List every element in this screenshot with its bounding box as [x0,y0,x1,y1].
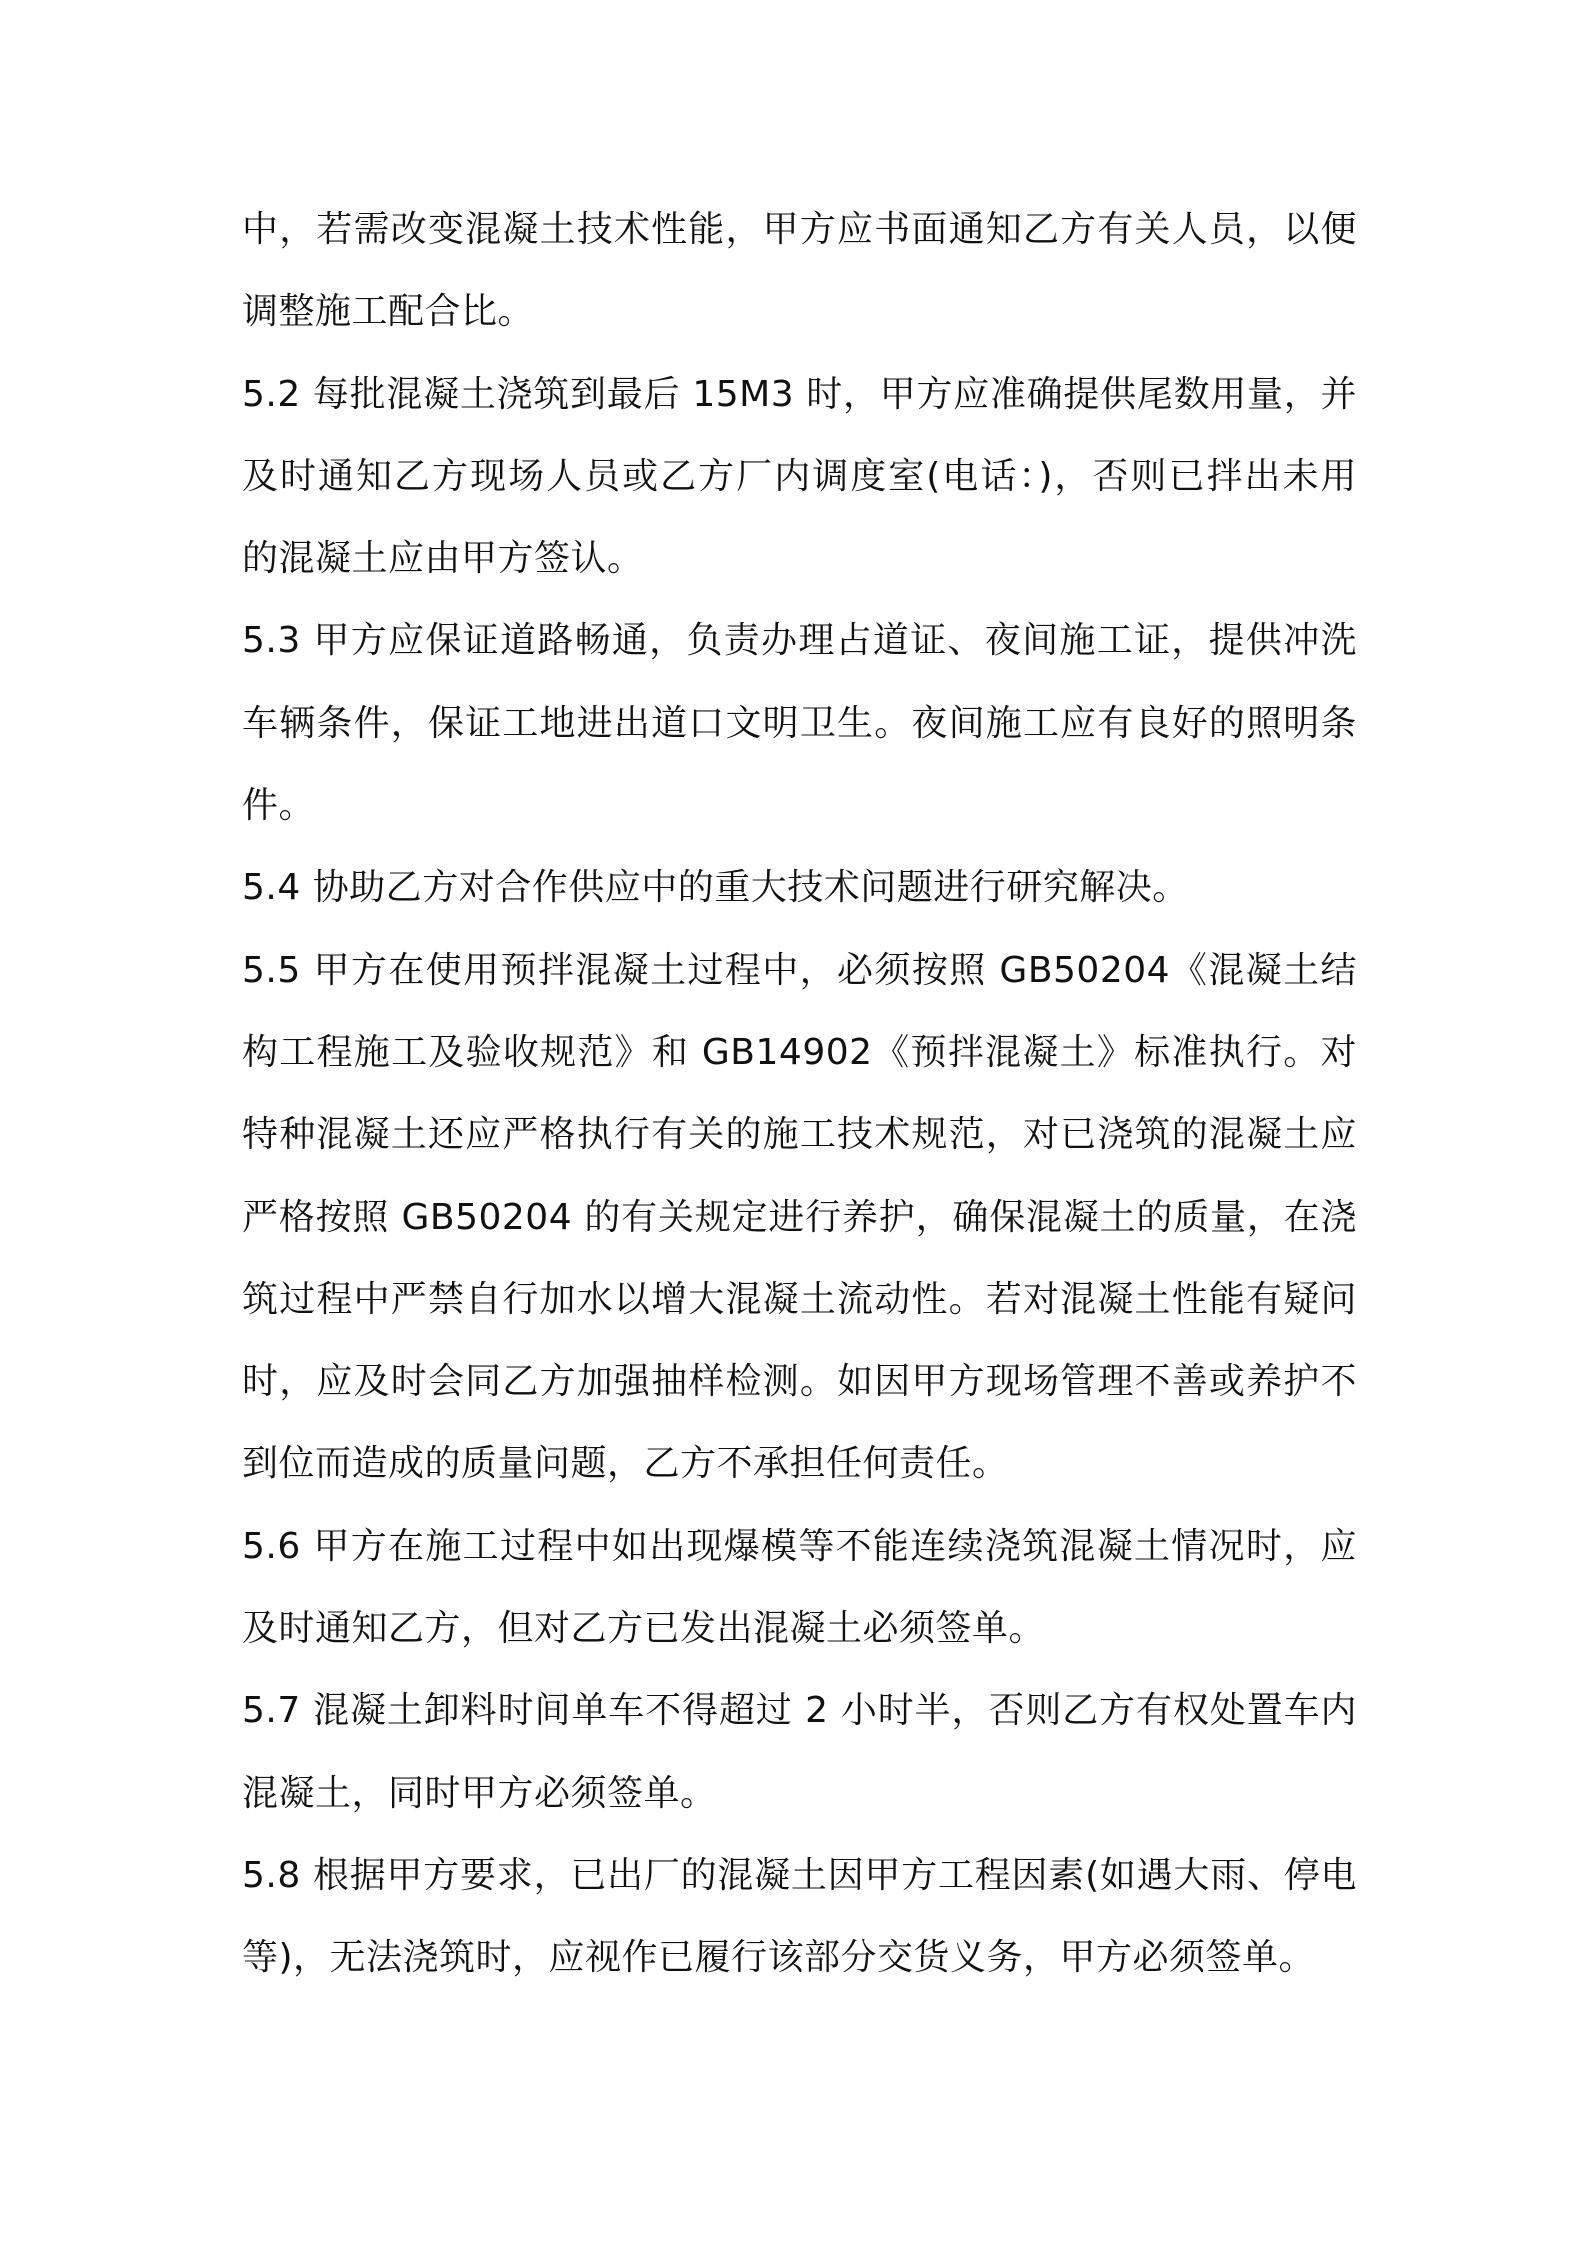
text-line: 5.6 甲方在施工过程中如出现爆模等不能连续浇筑混凝土情况时，应 [242,1525,1357,1567]
text-line: 中，若需改变混凝土技术性能，甲方应书面通知乙方有关人员，以便 [242,209,1357,250]
text-line: 5.7 混凝土卸料时间单车不得超过 2 小时半，否则乙方有权处置车内 [242,1690,1357,1732]
text-line: 5.8 根据甲方要求，已出厂的混凝土因甲方工程因素(如遇大雨、停电 [242,1854,1357,1896]
text-line: 的混凝土应由甲方签认。 [242,538,644,580]
text-line: 及时通知乙方现场人员或乙方厂内调度室(电话：)，否则已拌出未用 [242,455,1357,497]
text-line: 件。 [242,785,316,827]
text-line: 严格按照 GB50204 的有关规定进行养护，确保混凝土的质量，在浇 [242,1196,1357,1238]
text-line: 5.5 甲方在使用预拌混凝土过程中，必须按照 GB50204《混凝土结 [242,949,1357,991]
text-line: 筑过程中严禁自行加水以增大混凝土流动性。若对混凝土性能有疑问 [242,1278,1357,1320]
text-line: 5.2 每批混凝土浇筑到最后 15M3 时，甲方应准确提供尾数用量，并 [242,373,1357,415]
text-line: 时，应及时会同乙方加强抽样检测。如因甲方现场管理不善或养护不 [242,1361,1357,1403]
text-line: 5.4 协助乙方对合作供应中的重大技术问题进行研究解决。 [242,867,1189,909]
text-line: 混凝土，同时甲方必须签单。 [242,1772,717,1814]
text-line: 5.3 甲方应保证道路畅通，负责办理占道证、夜间施工证，提供冲洗 [242,620,1357,662]
text-line: 到位而造成的质量问题，乙方不承担任何责任。 [242,1443,1009,1485]
text-line: 调整施工配合比。 [242,291,535,333]
text-line: 构工程施工及验收规范》和 GB14902《预拌混凝土》标准执行。对 [242,1031,1357,1073]
text-line: 车辆条件，保证工地进出道口文明卫生。夜间施工应有良好的照明条 [242,702,1357,744]
text-line: 等)，无法浇筑时，应视作已履行该部分交货义务，甲方必须签单。 [242,1937,1316,1979]
document-body [242,198,1357,2009]
text-line: 特种混凝土还应严格执行有关的施工技术规范，对已浇筑的混凝土应 [242,1114,1357,1156]
text-line: 及时通知乙方，但对乙方已发出混凝土必须签单。 [242,1608,1046,1650]
